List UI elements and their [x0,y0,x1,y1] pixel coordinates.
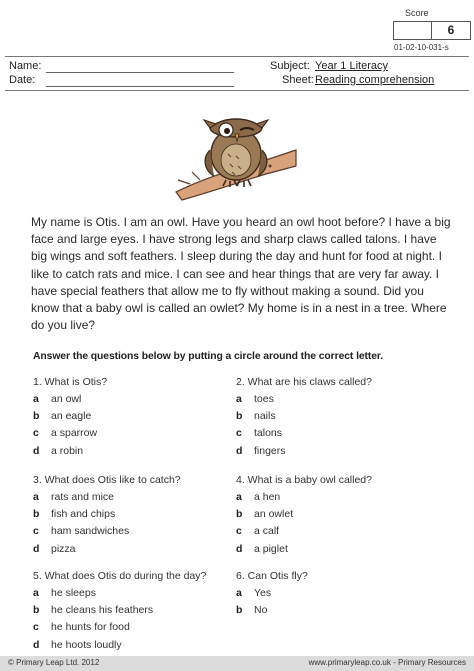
subject-label: Subject: [270,60,310,72]
option-text: No [254,604,268,617]
question-3 [33,473,243,558]
option-d[interactable] [236,541,446,558]
option-c[interactable] [236,523,446,540]
option-a[interactable] [236,391,446,408]
score-label: Score [405,8,429,18]
option-letter: c [33,621,39,634]
option-text: fish and chips [51,508,116,521]
subject-value: Year 1 Literacy [315,60,388,72]
option-letter: b [33,604,40,617]
option-text: fingers [254,444,286,457]
worksheet-code: 01-02-10-031-s [394,43,449,52]
option-a[interactable] [236,489,446,506]
option-letter: a [33,393,39,405]
option-letter: b [33,410,40,423]
option-text: nails [254,410,276,423]
option-a[interactable] [33,391,243,408]
option-text: he sleeps [51,587,96,599]
footer-copyright: © Primary Leap Ltd. 2012 [8,658,100,667]
option-letter: a [33,491,39,503]
option-letter: b [236,508,243,521]
option-d[interactable] [33,541,243,558]
option-c[interactable] [236,425,446,442]
option-letter: c [33,427,39,440]
option-d[interactable] [33,443,243,460]
question-text: 5. What does Otis do during the day? [33,570,207,582]
name-label: Name: [9,60,42,72]
question-text: 2. What are his claws called? [236,376,372,388]
instructions: Answer the questions below by putting a circle around the correct letter. [33,351,384,362]
question-text: 4. What is a baby owl called? [236,474,372,486]
option-d[interactable] [236,443,446,460]
option-letter: d [33,444,40,457]
option-text: toes [254,393,274,405]
score-box [393,21,471,40]
name-line[interactable] [46,72,234,73]
question-6 [236,569,446,619]
sheet-value: Reading comprehension [315,74,435,86]
score-value: 6 [447,23,455,37]
header-top-rule [5,56,469,57]
question-2 [236,375,446,460]
option-text: a calf [254,525,280,538]
option-text: a robin [51,444,84,457]
option-text: he hunts for food [51,621,130,634]
option-letter: a [236,587,242,599]
option-letter: d [236,444,243,457]
option-text: rats and mice [51,491,115,503]
option-c[interactable] [33,523,243,540]
option-text: he hoots loudly [51,638,122,651]
footer-website[interactable]: www.primaryleap.co.uk - Primary Resources [308,658,466,667]
option-text: pizza [51,542,76,555]
score-blank-cell [394,22,432,39]
option-letter: a [236,491,242,503]
question-4 [236,473,446,558]
option-text: an owlet [254,508,294,521]
option-c[interactable] [33,619,243,636]
option-text: an eagle [51,410,92,423]
option-letter: c [33,525,39,538]
option-letter: b [33,508,40,521]
option-a[interactable] [236,585,446,602]
option-text: he cleans his feathers [51,604,154,617]
header-bottom-rule [5,90,469,91]
option-letter: b [236,410,243,423]
question-text: 1. What is Otis? [33,376,108,388]
option-b[interactable] [33,506,243,523]
question-1 [33,375,243,460]
date-line[interactable] [46,86,234,87]
option-letter: a [33,587,39,599]
sheet-label: Sheet: [282,74,314,86]
option-b[interactable] [236,506,446,523]
option-text: ham sandwiches [51,525,130,538]
option-text: a sparrow [51,427,98,440]
option-b[interactable] [33,408,243,425]
question-5 [33,569,243,654]
question-text: 6. Can Otis fly? [236,570,308,582]
option-text: Yes [254,587,272,599]
date-label: Date: [9,74,36,86]
option-a[interactable] [33,585,243,602]
option-b[interactable] [236,602,446,619]
owl-icon [170,110,300,202]
option-text: a piglet [254,542,288,555]
option-letter: d [236,542,243,555]
option-letter: a [236,393,242,405]
option-d[interactable] [33,637,243,654]
option-letter: c [236,427,242,440]
option-b[interactable] [236,408,446,425]
option-text: talons [254,427,283,440]
option-text: a hen [254,491,281,503]
option-b[interactable] [33,602,243,619]
option-letter: d [33,638,40,651]
option-letter: c [236,525,242,538]
option-text: an owl [51,393,82,405]
story-paragraph: My name is Otis. I am an owl. Have you heard an owl hoot before? I have a big face and large eyes. I have strong legs and sharp claws called talons. I have big wings and soft feathers. I sleep during the day and hunt for food at night. I like to catch rats and mice. I can see and hear things that are very far away. I have special feathers that allow me to fly without making a sound. Did you know that a baby owl is called an owlet? My home is in a nest in a tree. Where do you live? [31,215,451,333]
question-text: 3. What does Otis like to catch? [33,474,181,486]
option-a[interactable] [33,489,243,506]
option-letter: b [236,604,243,617]
option-c[interactable] [33,425,243,442]
option-letter: d [33,542,40,555]
